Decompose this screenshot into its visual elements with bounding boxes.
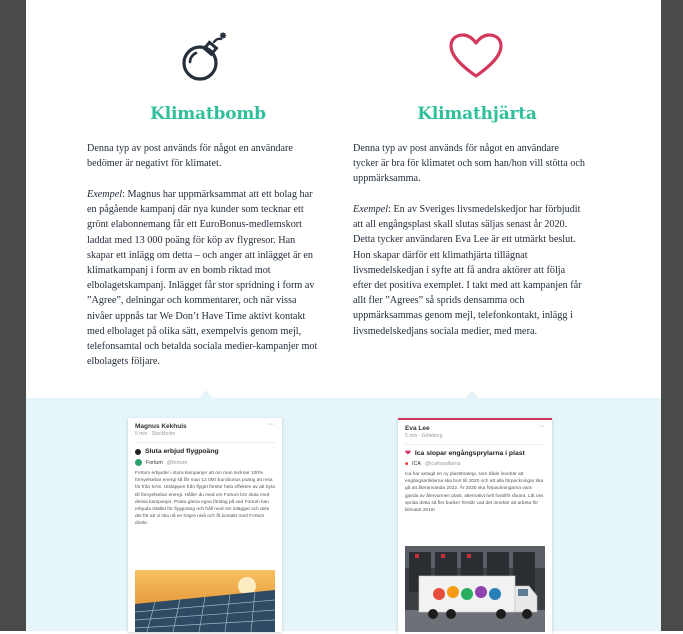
card-header xyxy=(398,420,552,439)
post-card-klimatbomb[interactable] xyxy=(128,418,282,632)
ica-logo-icon: ■ xyxy=(405,461,409,467)
brand-handle: @fortum xyxy=(166,459,188,466)
example-text: : En av Sveriges livsmedelskedjor har förbjudit att all engångsplast skall slutas säljas senast år 2020. Detta tycker användaren Eva Lee är ett utmärkt beslut. Hon skapar därför ett klimathjärta tillägnat livsmedelskedjan i syfte att få andra aktörer att följa efter det positiva exemplet. I takt med att kampanjen får allt fler ”Agrees” så sprids densamma och uppmärksammas genom mejl, telefonkontakt, inlägg i livsmedelskedjans sociala medier, med mera. xyxy=(353,204,582,337)
card-author[interactable]: Magnus Kekhuis xyxy=(135,423,187,430)
pointer-right xyxy=(465,390,479,398)
card-author[interactable]: Eva Lee xyxy=(405,425,430,432)
bomb-icon xyxy=(179,30,231,84)
example-label: Exempel xyxy=(87,189,123,200)
card-meta: 5 min · Göteborg xyxy=(405,433,443,439)
card-brand xyxy=(398,457,552,467)
truck-image xyxy=(405,546,545,632)
pointer-left xyxy=(199,390,213,398)
solar-panel-image xyxy=(135,570,275,632)
card-body: Ica har antagit en ny plaststrategi, som både innebär att engångsartiklarna ska bort till 2020 och att alla förpackningar ska gå att återanvända 2022. År 2030 ska förpackningarna vara gjorda av återvunnen plast, alternativt helt fossilfri råvara. Låt oss sprida detta så fler butiker förstår vad det innebär att arbeta för klimatet 2018! xyxy=(405,472,544,514)
example-label: Exempel xyxy=(353,204,389,215)
brand-name[interactable]: ICA xyxy=(412,461,421,467)
heart-mini-icon: ❤ xyxy=(405,450,411,457)
heart-icon xyxy=(448,32,504,80)
more-options-icon[interactable]: ··· xyxy=(538,423,545,430)
bomb-mini-icon xyxy=(135,449,141,455)
right-margin xyxy=(661,0,683,631)
brand-handle: @icahandlarna xyxy=(424,461,461,467)
card-header xyxy=(128,418,282,437)
card-post-title xyxy=(398,445,552,457)
fortum-logo-icon xyxy=(135,459,142,466)
more-options-icon[interactable]: ··· xyxy=(268,421,275,428)
post-title-text: Ica slopar engångsprylarna i plast xyxy=(414,450,525,457)
example-klimathjarta xyxy=(353,202,585,339)
example-text: : Magnus har uppmärksammat att ett bolag har en pågående kampanj där nya kunder som tecknar ett grönt elabonnemang får ett EuroBonus-medlemskort laddat med 13 000 poäng för köp av flygresor. Han skapar ett inlägg om detta – och anger att inlägget är en klimatkampanj i form av en bomb riktad mot elbolagetskampanj. Inlägget får stor spridning i form av ”Agree”, delningar och kommentarer, och när vissa nivåer uppnås tar We Don’t Have Time aktivt kontakt med elbolaget på olika sätt, exempelvis genom mejl, telefonsamtal och betalda sociala medier-kampanjer mot elbolagets följare. xyxy=(87,189,318,368)
example-band xyxy=(26,398,661,631)
intro-klimathjarta: Denna typ av post används för något en användare tycker är bra för klimatet och som han/hon vill stötta och uppmärksamma. xyxy=(353,143,585,185)
intro-klimatbomb: Denna typ av post används för något en användare bedömer är negativt för klimatet. xyxy=(87,143,293,170)
post-title-text: Sluta erbjud flygpoäng xyxy=(145,448,219,455)
post-card-klimathjarta[interactable] xyxy=(398,418,552,634)
title-klimatbomb: Klimatbomb xyxy=(150,104,266,124)
card-brand xyxy=(128,455,282,466)
card-meta: 5 min · Stockholm xyxy=(135,431,176,437)
card-post-title xyxy=(128,443,282,455)
card-body: Fortum erbjuder i stora kampanjer att om man tecknar 100% förnyelsebar energi så får man 13 000 Eurobonus poäng att resa för från SAS. Utsläppen från flyget förstör hela effekten av att byta till förnyelsebar energi. Håller du med om Fortum bör sluta med dessa kampanjer. Posta gärna egna förslag på vad Fortum kan erbjuda istället för flygpoäng och håll med om inlägget och dela det för att vi ska nå en högre nivå och få kontakt med Fortum direkt. xyxy=(135,471,275,527)
brand-name[interactable]: Fortum xyxy=(146,459,163,466)
title-klimathjarta: Klimathjärta xyxy=(417,104,537,124)
left-margin xyxy=(0,0,26,631)
example-klimatbomb xyxy=(87,187,319,369)
